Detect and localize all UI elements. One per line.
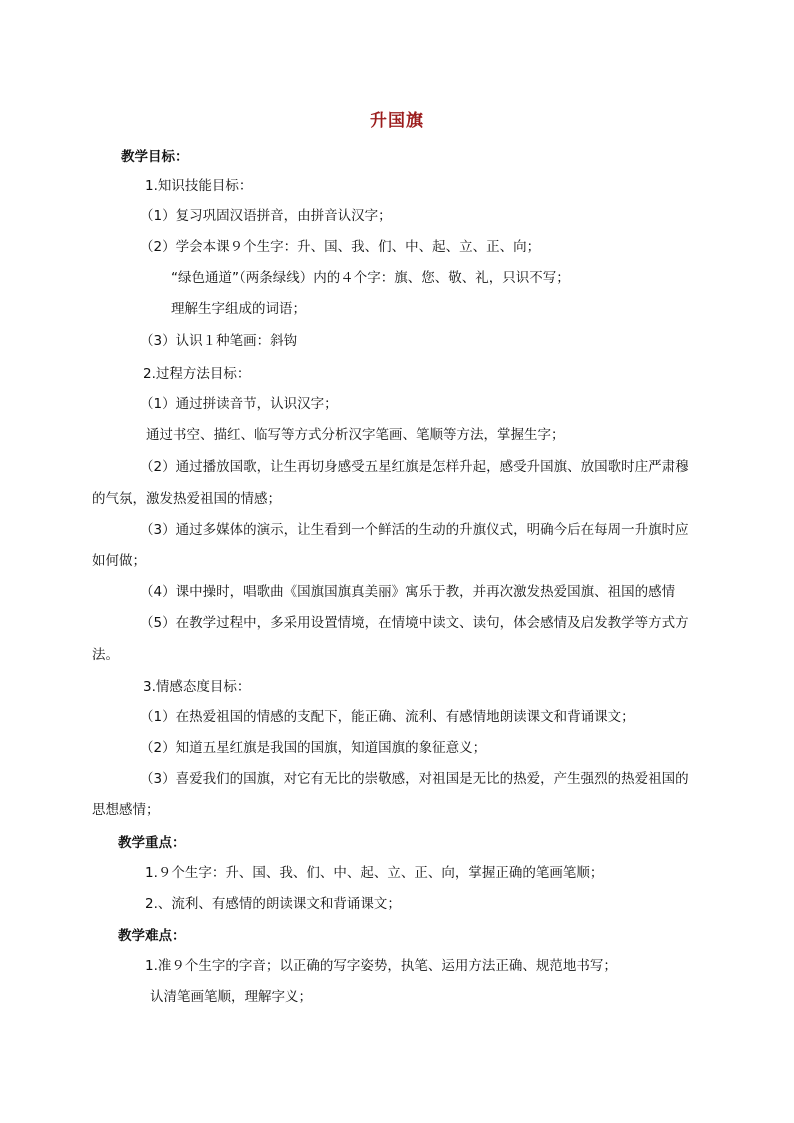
difficulty-2: 认清笔画笔顺，理解字义； [150,989,312,1005]
key-points-heading: 教学重点： [118,835,186,851]
emotion-item-2: （2）知道五星红旗是我国的国旗，知道国旗的象征意义； [140,740,487,756]
process-item-4b: 如何做； [92,553,146,569]
knowledge-item-2: （2）学会本课９个生字：升、国、我、们、中、起、立、正、向； [140,239,541,255]
process-item-5: （4）课中操时，唱歌曲《国旗国旗真美丽》寓乐于教，并再次激发热爱国旗、祖国的感情 [140,584,676,600]
knowledge-item-3: “绿色通道”（两条绿线）内的４个字：旗、您、敬、礼，只识不写； [171,270,570,286]
process-item-3a: （2）通过播放国歌，让生再切身感受五星红旗是怎样升起，感受升国旗、放国歌时庄严肃穆 [140,459,689,475]
key-point-1: 1.９个生字：升、国、我、们、中、起、立、正、向，掌握正确的笔画笔顺； [145,865,604,881]
process-item-1: （1）通过拼读音节，认识汉字； [140,396,338,412]
process-item-6b: 法。 [92,647,119,663]
objectives-heading: 教学目标： [121,149,189,165]
emotion-item-1: （1）在热爱祖国的情感的支配下，能正确、流利、有感情地朗读课文和背诵课文； [140,709,635,725]
emotion-heading: 3.情感态度目标： [143,679,251,695]
process-heading: 2.过程方法目标： [143,366,251,382]
emotion-item-3b: 思想感情； [92,802,160,818]
key-point-2: 2.、流利、有感情的朗读课文和背诵课文； [145,896,401,912]
difficulties-heading: 教学难点： [118,928,186,944]
process-item-6a: （5）在教学过程中，多采用设置情境，在情境中读文、读句，体会感情及启发教学等方式方 [140,615,689,631]
difficulty-1: 1.准９个生字的字音；以正确的写字姿势，执笔、运用方法正确、规范地书写； [145,958,617,974]
process-item-2: 通过书空、描红、临写等方式分析汉字笔画、笔顺等方法，掌握生字； [146,427,565,443]
process-item-4a: （3）通过多媒体的演示，让生看到一个鲜活的生动的升旗仪式，明确今后在每周一升旗时应 [140,522,689,538]
knowledge-item-1: （1）复习巩固汉语拼音，由拼音认汉字； [140,208,392,224]
process-item-3b: 的气氛，激发热爱祖国的情感； [92,491,281,507]
document-title: 升国旗 [370,111,424,131]
knowledge-item-4: 理解生字组成的词语； [171,301,306,317]
emotion-item-3a: （3）喜爱我们的国旗，对它有无比的崇敬感，对祖国是无比的热爱，产生强烈的热爱祖国的 [140,771,689,787]
knowledge-heading: 1.知识技能目标： [145,178,253,194]
knowledge-item-5: （3）认识１种笔画：斜钩 [140,333,298,349]
